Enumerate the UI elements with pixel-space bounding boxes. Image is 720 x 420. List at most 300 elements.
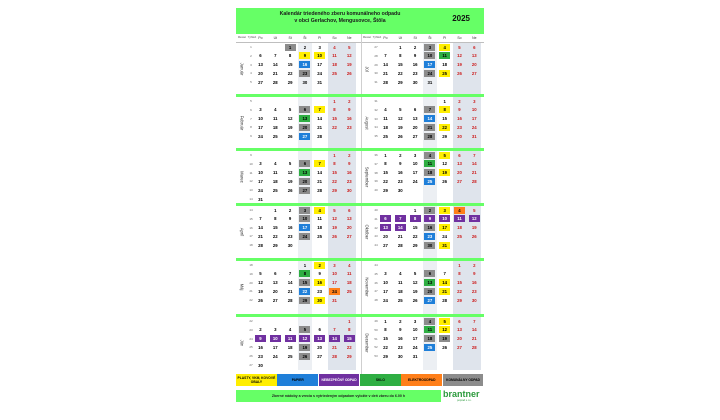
month-block (361, 151, 484, 204)
day-cell: 30 (314, 297, 325, 304)
day-cell: 14 (424, 115, 435, 122)
day-cell: 17 (332, 280, 337, 286)
month-block (236, 206, 359, 259)
week-number: 36 (374, 153, 378, 157)
day-cell: 22 (383, 344, 388, 350)
day-cell: 30 (412, 79, 418, 85)
day-cell: 6 (259, 53, 262, 59)
day-cell: 13 (314, 335, 325, 342)
year-label: 2025 (452, 14, 470, 23)
day-cell: 11 (439, 52, 450, 59)
day-cell: 13 (412, 116, 418, 122)
day-cell: 1 (285, 44, 296, 51)
day-cell: 28 (471, 344, 477, 350)
day-cell: 25 (346, 288, 352, 294)
day-cell: 20 (457, 170, 462, 176)
day-cell: 17 (258, 178, 263, 184)
day-cell: 5 (473, 207, 476, 213)
day-cell: 6 (318, 327, 321, 333)
day-cell: 16 (412, 62, 418, 68)
week-number: 42 (374, 225, 378, 230)
day-cell: 25 (332, 70, 337, 76)
day-cell: 25 (424, 344, 435, 351)
week-number: 22 (249, 298, 253, 303)
day-cell: 12 (332, 216, 337, 222)
day-cell: 8 (274, 216, 277, 222)
day-cell: 22 (332, 178, 337, 184)
day-cell: 31 (439, 242, 450, 249)
col-header-day: Po (383, 35, 388, 40)
week-number: 31 (374, 99, 378, 103)
day-cell: 5 (413, 271, 417, 277)
week-number: 44 (374, 263, 378, 267)
day-cell: 17 (317, 62, 323, 68)
day-cell: 21 (317, 124, 323, 130)
day-cell: 8 (299, 270, 310, 277)
day-cell: 4 (424, 152, 435, 159)
week-number: 38 (374, 170, 378, 175)
day-cell: 11 (398, 280, 403, 286)
day-cell: 20 (346, 225, 352, 231)
day-cell: 16 (258, 344, 263, 350)
legend-item: ELEKTROODPAD (401, 374, 442, 386)
day-cell: 22 (412, 233, 418, 239)
day-cell: 14 (317, 116, 323, 122)
day-cell: 29 (332, 187, 337, 193)
day-cell: 14 (439, 279, 450, 286)
day-cell: 19 (439, 335, 450, 342)
week-number: 27 (374, 45, 378, 49)
day-cell: 2 (348, 152, 351, 158)
week-number: 6 (250, 107, 252, 112)
day-cell: 21 (471, 336, 477, 342)
month-label: Máj (239, 284, 245, 291)
title-line-2: v obci Gerlachov, Mengusovce, Štôla (294, 17, 386, 24)
day-cell: 12 (287, 116, 293, 122)
day-cell: 23 (317, 288, 323, 294)
day-cell: 10 (299, 215, 310, 222)
day-cell: 26 (442, 344, 448, 350)
day-cell: 1 (348, 318, 351, 324)
day-cell: 10 (258, 170, 263, 176)
day-cell: 9 (413, 53, 417, 59)
day-cell: 1 (413, 207, 417, 213)
day-cell: 1 (274, 207, 277, 213)
day-cell: 9 (255, 335, 266, 342)
day-cell: 31 (258, 196, 263, 202)
week-number: 51 (374, 336, 378, 341)
week-number: 9 (250, 153, 252, 157)
week-number: 40 (374, 188, 378, 193)
day-cell: 15 (287, 62, 293, 68)
day-cell: 3 (413, 152, 417, 158)
day-cell: 6 (424, 270, 435, 277)
week-number: 24 (249, 336, 253, 341)
day-cell: 11 (285, 335, 296, 342)
month-label: Október (364, 224, 370, 240)
day-cell: 22 (299, 288, 310, 295)
day-cell: 20 (457, 336, 462, 342)
day-cell: 17 (439, 224, 450, 231)
day-cell: 8 (333, 107, 336, 113)
day-cell: 2 (458, 98, 461, 104)
day-cell: 16 (471, 280, 477, 286)
week-number: 3 (250, 62, 252, 67)
col-header-week: Týždeň (372, 35, 382, 39)
day-cell: 31 (317, 79, 323, 85)
day-cell: 8 (288, 53, 292, 59)
col-header-day: St (413, 35, 417, 40)
day-cell: 10 (383, 280, 388, 286)
day-cell: 24 (258, 187, 263, 193)
month-label: December (364, 333, 370, 354)
day-cell: 29 (383, 187, 388, 193)
day-cell: 27 (383, 242, 388, 248)
day-cell: 8 (439, 106, 450, 113)
day-cell: 4 (384, 107, 387, 113)
day-cell: 19 (439, 169, 450, 176)
day-cell: 6 (380, 215, 391, 222)
day-cell: 9 (348, 161, 351, 167)
day-cell: 6 (458, 318, 461, 324)
month-label: Február (239, 116, 245, 131)
day-cell: 20 (412, 124, 418, 130)
day-cell: 8 (410, 215, 421, 222)
col-header-day: Ne (472, 35, 477, 40)
day-cell: 18 (424, 169, 435, 176)
day-cell: 17 (471, 116, 477, 122)
day-cell: 29 (457, 297, 462, 303)
col-header-day: So (332, 35, 337, 40)
day-cell: 2 (259, 327, 262, 333)
day-cell: 16 (287, 225, 293, 231)
day-cell: 8 (458, 271, 461, 277)
month-separator (236, 203, 484, 206)
day-cell: 9 (458, 107, 461, 113)
day-cell: 7 (314, 106, 325, 113)
week-number: 35 (374, 134, 378, 139)
col-header-day: Ut (398, 35, 402, 40)
week-number: 5 (250, 99, 252, 103)
day-cell: 5 (259, 271, 262, 277)
day-cell: 20 (383, 233, 388, 239)
day-cell: 2 (399, 152, 402, 158)
day-cell: 24 (258, 133, 263, 139)
day-cell: 16 (346, 116, 352, 122)
day-cell: 24 (471, 124, 477, 130)
footer-note: Zberné nádoby a vrecia s vytriedeným odpadom vyložte v deň zberu do 6.00 h (236, 390, 441, 402)
day-cell: 26 (287, 133, 293, 139)
week-number: 52 (374, 345, 378, 350)
day-cell: 2 (413, 44, 417, 50)
day-cell: 30 (471, 297, 477, 303)
day-cell: 31 (471, 133, 477, 139)
col-header-day: Pi (318, 35, 322, 40)
day-cell: 24 (412, 178, 418, 184)
day-cell: 26 (299, 353, 310, 360)
day-cell: 27 (457, 344, 462, 350)
week-number: 37 (374, 161, 378, 166)
day-cell: 17 (272, 344, 278, 350)
day-cell: 25 (424, 178, 435, 185)
day-cell: 13 (258, 62, 263, 68)
day-cell: 14 (258, 225, 263, 231)
day-cell: 20 (471, 62, 477, 68)
day-cell: 27 (272, 297, 278, 303)
day-cell: 21 (258, 233, 263, 239)
day-cell: 5 (333, 207, 336, 213)
week-number: 32 (374, 107, 378, 112)
week-number: 1 (250, 45, 252, 49)
day-cell: 6 (473, 44, 476, 50)
week-number: 28 (374, 53, 378, 58)
day-cell: 9 (288, 216, 292, 222)
day-cell: 12 (457, 53, 462, 59)
week-number: 47 (374, 289, 378, 294)
col-header-day: So (457, 35, 462, 40)
day-cell: 25 (272, 133, 278, 139)
month-separator (236, 148, 484, 151)
week-number: 43 (374, 234, 378, 239)
week-number: 46 (374, 280, 378, 285)
day-cell: 13 (457, 161, 462, 167)
day-cell: 13 (380, 224, 391, 231)
month-block (361, 43, 484, 96)
day-cell: 26 (397, 133, 403, 139)
day-cell: 19 (299, 344, 310, 351)
week-number: 20 (249, 280, 253, 285)
day-cell: 10 (412, 161, 418, 167)
day-cell: 1 (333, 98, 336, 104)
week-number: 17 (249, 234, 253, 239)
week-number: 25 (249, 345, 253, 350)
day-cell: 13 (299, 115, 310, 122)
week-number: 14 (249, 208, 253, 212)
day-cell: 24 (329, 288, 340, 295)
day-cell: 28 (317, 133, 323, 139)
day-cell: 15 (332, 170, 337, 176)
day-cell: 12 (442, 161, 448, 167)
day-cell: 22 (439, 124, 450, 131)
day-cell: 23 (424, 233, 435, 240)
day-cell: 6 (458, 152, 461, 158)
month-label: Jún (239, 340, 245, 347)
col-header-week: Týždeň (247, 35, 257, 39)
day-cell: 10 (439, 215, 450, 222)
week-number: 49 (374, 319, 378, 323)
day-cell: 28 (442, 297, 448, 303)
week-number: 45 (374, 271, 378, 276)
week-number: 27 (249, 363, 253, 367)
day-cell: 12 (287, 170, 293, 176)
day-cell: 6 (299, 160, 310, 167)
day-cell: 1 (443, 98, 446, 104)
day-cell: 7 (288, 271, 292, 277)
day-cell: 9 (399, 161, 402, 167)
day-cell: 22 (272, 233, 278, 239)
day-cell: 9 (318, 271, 321, 277)
legend-item: PAPIER (277, 374, 318, 386)
day-cell: 11 (383, 116, 388, 122)
month-separator (236, 94, 484, 97)
week-number: 18 (249, 263, 253, 267)
day-cell: 30 (287, 242, 293, 248)
week-number: 48 (374, 298, 378, 303)
day-cell: 22 (346, 344, 352, 350)
day-cell: 22 (457, 288, 462, 294)
day-cell: 26 (332, 233, 337, 239)
day-cell: 26 (471, 233, 477, 239)
col-header-month: Mesiac (237, 35, 247, 39)
header-banner (236, 8, 484, 34)
day-cell: 7 (443, 271, 446, 277)
day-cell: 4 (439, 44, 450, 51)
day-cell: 18 (424, 335, 435, 342)
week-number: 50 (374, 327, 378, 332)
day-cell: 8 (348, 327, 351, 333)
col-header-day: Ut (273, 35, 277, 40)
day-cell: 19 (346, 62, 352, 68)
day-cell: 23 (457, 124, 462, 130)
week-number: 11 (249, 170, 253, 175)
day-cell: 24 (442, 233, 448, 239)
month-block (236, 151, 359, 204)
month-label: August (364, 116, 370, 130)
day-cell: 18 (287, 344, 293, 350)
week-number: 26 (249, 354, 253, 359)
week-number: 39 (374, 179, 378, 184)
day-cell: 16 (397, 336, 403, 342)
day-cell: 26 (287, 187, 293, 193)
day-cell: 17 (412, 170, 418, 176)
week-number: 31 (374, 80, 378, 85)
day-cell: 4 (274, 107, 277, 113)
month-label: November (364, 277, 370, 298)
week-number: 33 (374, 116, 378, 121)
day-cell: 18 (317, 225, 323, 231)
day-cell: 4 (348, 262, 351, 268)
day-cell: 19 (258, 288, 263, 294)
day-cell: 5 (288, 161, 292, 167)
day-cell: 12 (439, 326, 450, 333)
day-cell: 15 (344, 335, 355, 342)
day-cell: 12 (299, 335, 310, 342)
day-cell: 28 (272, 79, 278, 85)
day-cell: 13 (457, 327, 462, 333)
day-cell: 21 (383, 70, 388, 76)
day-cell: 15 (397, 62, 403, 68)
day-cell: 20 (258, 70, 263, 76)
day-cell: 3 (384, 271, 387, 277)
day-cell: 19 (457, 62, 462, 68)
day-cell: 29 (287, 79, 293, 85)
day-cell: 16 (299, 61, 310, 68)
month-separator (236, 314, 484, 317)
day-cell: 17 (424, 61, 435, 68)
day-cell: 18 (442, 62, 448, 68)
day-cell: 10 (471, 107, 477, 113)
day-cell: 30 (397, 353, 403, 359)
day-cell: 25 (287, 353, 293, 359)
day-cell: 14 (395, 224, 406, 231)
day-cell: 27 (457, 178, 462, 184)
legend-item: KOMUNÁLNY ODPAD (443, 374, 484, 386)
day-cell: 8 (333, 161, 336, 167)
day-cell: 3 (413, 318, 417, 324)
week-number: 18 (249, 243, 253, 248)
day-cell: 11 (424, 326, 435, 333)
day-cell: 9 (399, 327, 402, 333)
day-cell: 29 (442, 133, 448, 139)
day-cell: 5 (299, 326, 310, 333)
week-number: 15 (249, 216, 253, 221)
week-number: 29 (374, 62, 378, 67)
day-cell: 1 (399, 44, 402, 50)
day-cell: 31 (412, 353, 418, 359)
week-number: 40 (374, 208, 378, 212)
day-cell: 8 (399, 53, 402, 59)
day-cell: 23 (346, 124, 352, 130)
week-number: 7 (250, 116, 252, 121)
day-cell: 21 (397, 233, 403, 239)
day-cell: 30 (424, 242, 435, 249)
day-cell: 3 (274, 327, 277, 333)
day-cell: 7 (333, 327, 336, 333)
day-cell: 2 (314, 262, 325, 269)
day-cell: 15 (412, 225, 418, 231)
week-number: 30 (374, 71, 378, 76)
month-block (361, 261, 484, 314)
day-cell: 21 (287, 288, 293, 294)
day-cell: 18 (272, 178, 278, 184)
day-cell: 25 (397, 297, 403, 303)
day-cell: 25 (383, 133, 388, 139)
day-cell: 5 (439, 318, 450, 325)
day-cell: 21 (424, 124, 435, 131)
day-cell: 26 (258, 297, 263, 303)
week-number: 4 (250, 71, 252, 76)
day-cell: 3 (424, 44, 435, 51)
week-number: 16 (249, 225, 253, 230)
day-cell: 17 (258, 124, 263, 130)
day-cell: 23 (258, 353, 263, 359)
day-cell: 24 (272, 353, 278, 359)
day-cell: 22 (332, 124, 337, 130)
day-cell: 6 (299, 106, 310, 113)
day-cell: 24 (299, 233, 310, 240)
day-cell: 21 (317, 178, 323, 184)
day-cell: 29 (383, 353, 388, 359)
day-cell: 23 (287, 233, 293, 239)
logo-wordmark: brantner (443, 389, 480, 399)
week-number: 22 (249, 319, 253, 323)
day-cell: 10 (314, 52, 325, 59)
day-cell: 11 (347, 271, 352, 277)
day-cell: 1 (384, 318, 387, 324)
day-cell: 10 (332, 271, 337, 277)
col-header-day: Št (428, 35, 432, 40)
day-cell: 27 (424, 297, 435, 304)
day-cell: 15 (457, 280, 462, 286)
day-cell: 22 (287, 70, 293, 76)
day-cell: 7 (395, 215, 406, 222)
day-cell: 15 (442, 116, 448, 122)
day-cell: 13 (471, 53, 477, 59)
day-cell: 16 (397, 170, 403, 176)
day-cell: 30 (397, 187, 403, 193)
day-cell: 5 (348, 44, 351, 50)
day-cell: 7 (424, 106, 435, 113)
